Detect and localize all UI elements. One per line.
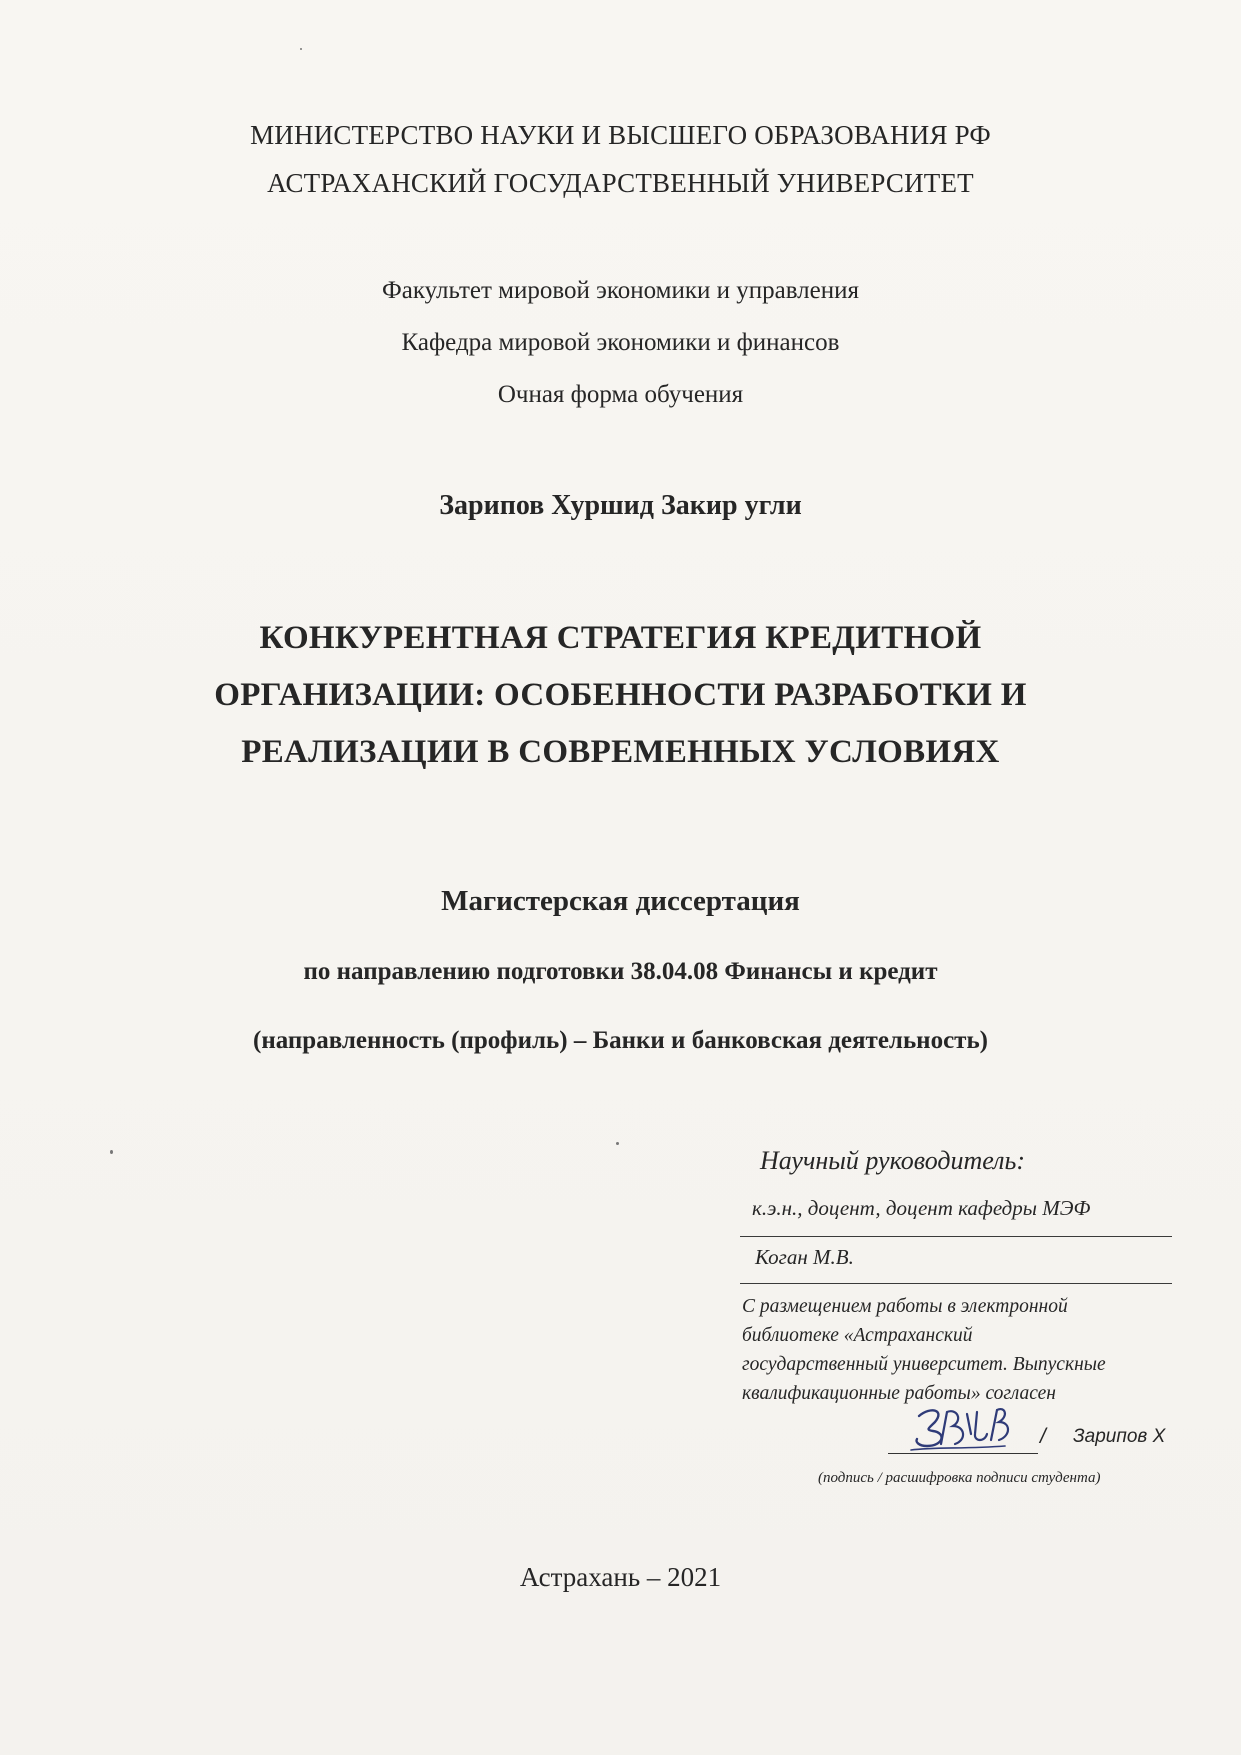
- consent-line: С размещением работы в электронной: [742, 1296, 1068, 1317]
- scan-speck: [300, 48, 302, 50]
- thesis-title-line-1: КОНКУРЕНТНАЯ СТРАТЕГИЯ КРЕДИТНОЙ: [259, 620, 982, 656]
- supervisor-label: Научный руководитель:: [760, 1146, 1026, 1175]
- study-form: Очная форма обучения: [497, 381, 744, 408]
- faculty-name: Факультет мировой экономики и управления: [381, 277, 859, 304]
- scan-speck: [110, 1150, 113, 1154]
- chair-name: Кафедра мировой экономики и финансов: [401, 329, 840, 356]
- specialty: по направлению подготовки 38.04.08 Финансы и кредит: [303, 958, 938, 985]
- consent-line: государственный университет. Выпускные: [742, 1354, 1106, 1375]
- profile: (направленность (профиль) – Банки и банковская деятельность): [253, 1027, 988, 1054]
- author-name: Зарипов Хуршид Закир угли: [439, 490, 802, 521]
- student-signature: [905, 1400, 1015, 1455]
- divider: [740, 1236, 1172, 1237]
- thesis-title-line-3: РЕАЛИЗАЦИИ В СОВРЕМЕННЫХ УСЛОВИЯХ: [241, 734, 1000, 770]
- scan-speck: [616, 1142, 619, 1145]
- supervisor-name: Коган М.В.: [755, 1245, 854, 1269]
- signature-line: [888, 1453, 1038, 1454]
- signature-separator: /: [1040, 1425, 1046, 1448]
- work-type: Магистерская диссертация: [441, 885, 800, 917]
- city-year: Астрахань – 2021: [519, 1562, 722, 1592]
- divider: [740, 1283, 1172, 1284]
- university-heading: АСТРАХАНСКИЙ ГОСУДАРСТВЕННЫЙ УНИВЕРСИТЕТ: [267, 168, 974, 198]
- signature-caption: (подпись / расшифровка подписи студента): [818, 1470, 1101, 1486]
- supervisor-degree: к.э.н., доцент, доцент кафедры МЭФ: [752, 1196, 1091, 1220]
- student-name-decoding: Зарипов Х: [1073, 1426, 1166, 1447]
- ministry-heading: МИНИСТЕРСТВО НАУКИ И ВЫСШЕГО ОБРАЗОВАНИЯ РФ: [250, 120, 991, 150]
- consent-line: квалификационные работы» согласен: [742, 1383, 1056, 1404]
- consent-statement: [742, 1292, 1182, 1408]
- thesis-title-line-2: ОРГАНИЗАЦИИ: ОСОБЕННОСТИ РАЗРАБОТКИ И: [214, 677, 1027, 713]
- consent-line: библиотеке «Астраханский: [742, 1325, 973, 1346]
